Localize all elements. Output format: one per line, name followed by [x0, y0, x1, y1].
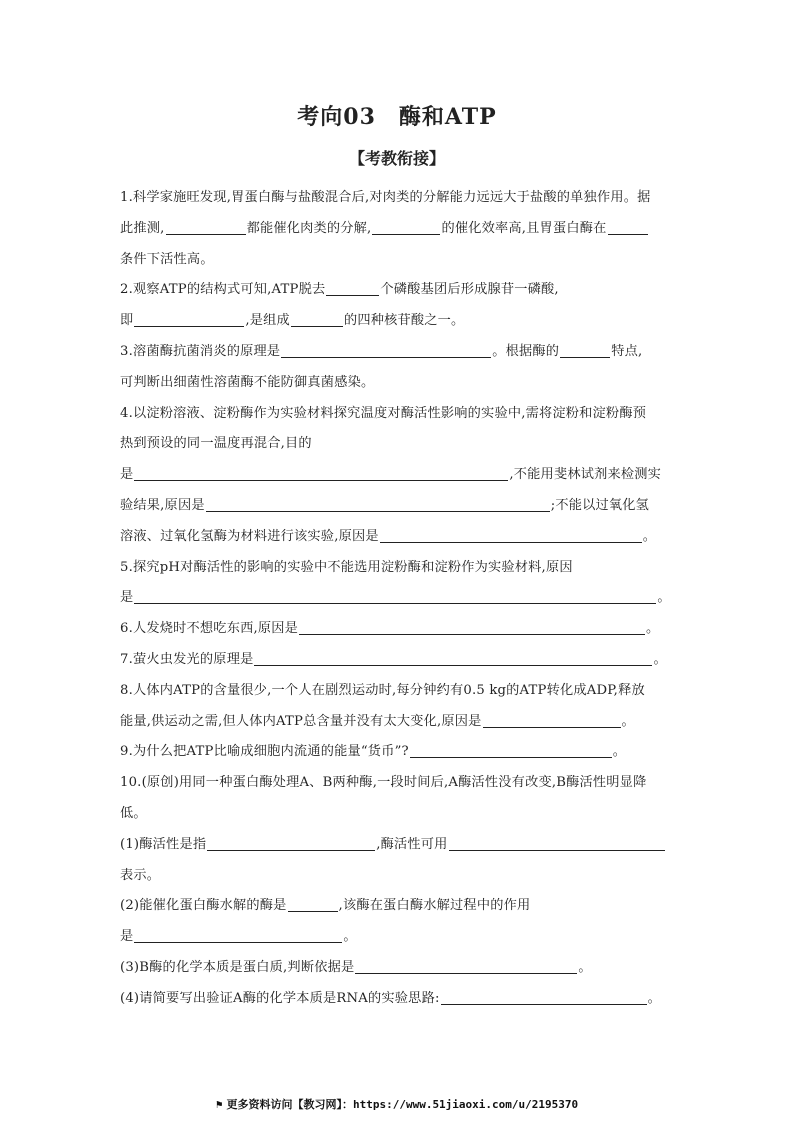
text: 条件下活性高。 [120, 251, 214, 267]
text: 8.人体内ATP的含量很少,一个人在剧烈运动时,每分钟约有0.5 kg的ATP转化成ADP,释放 [120, 682, 645, 698]
footer-link[interactable] [0, 1096, 794, 1112]
text: 1.科学家施旺发现,胃蛋白酶与盐酸混合后,对肉类的分解能力远远大于盐酸的单独作用。据 [120, 190, 651, 205]
question-content [120, 183, 676, 1015]
text: 可判断出细菌性溶菌酶不能防御真菌感染。 [120, 374, 375, 390]
text: 7.萤火虫发光的原理是 [120, 651, 254, 667]
answer-blank[interactable] [134, 465, 508, 481]
q2-line-1 [120, 275, 676, 306]
text: 个磷酸基团后形成腺苷一磷酸, [380, 282, 559, 298]
q4-line-1 [120, 399, 676, 430]
answer-blank[interactable] [449, 835, 665, 851]
text: 是 [120, 467, 134, 483]
answer-blank[interactable] [291, 311, 343, 327]
text: 的催化效率高,且胃蛋白酶在 [441, 220, 607, 236]
q9-line [120, 737, 676, 768]
answer-blank[interactable] [410, 742, 612, 758]
text: (3)B酶的化学本质是蛋白质,判断依据是 [120, 959, 355, 975]
text: 6.人发烧时不想吃东西,原因是 [120, 621, 299, 637]
answer-blank[interactable] [299, 619, 645, 635]
answer-blank[interactable] [207, 835, 375, 851]
q10-1-line-2 [120, 861, 676, 892]
text: 9.为什么把ATP比喻成细胞内流通的能量“货币”? [120, 744, 409, 760]
text: 。 [653, 651, 667, 667]
text: 10.(原创)用同一种蛋白酶处理A、B两种酶,一段时间后,A酶活性没有改变,B酶活性明显降 [120, 775, 647, 791]
q8-line-1 [120, 676, 676, 707]
answer-blank[interactable] [608, 219, 648, 235]
text: (1)酶活性是指 [120, 836, 207, 852]
q4-line-4 [120, 491, 676, 522]
q4-line-3 [120, 460, 676, 491]
text: 。 [642, 528, 657, 544]
q10-3-line [120, 953, 676, 984]
q7-line [120, 645, 676, 676]
text: 。 [621, 713, 635, 729]
answer-blank[interactable] [134, 311, 244, 327]
text: 热到预设的同一温度再混合,目的 [120, 436, 312, 452]
text: 溶液、过氧化氢酶为材料进行该实验,原因是 [120, 528, 379, 544]
text: 是 [120, 590, 134, 606]
answer-blank[interactable] [281, 342, 491, 358]
page-title: 考向03 酶和ATP [297, 104, 497, 130]
text: 的四种核苷酸之一。 [343, 313, 465, 329]
text: 特点, [611, 343, 643, 359]
q8-line-2 [120, 707, 676, 738]
text: 。 [646, 621, 660, 637]
answer-blank[interactable] [560, 342, 610, 358]
answer-blank[interactable] [372, 219, 440, 235]
text: ,不能用斐林试剂来检测实 [509, 467, 662, 483]
answer-blank[interactable] [166, 219, 246, 235]
text: 此推测, [120, 220, 165, 236]
answer-blank[interactable] [206, 496, 550, 512]
text: ,是组成 [245, 313, 290, 329]
text: 4.以淀粉溶液、淀粉酶作为实验材料探究温度对酶活性影响的实验中,需将淀粉和淀粉酶预 [120, 405, 647, 421]
text: ;不能以过氧化氢 [550, 497, 650, 513]
answer-blank[interactable] [441, 989, 647, 1005]
flag-icon: ⚑ [215, 1098, 223, 1111]
text: 表示。 [120, 867, 161, 883]
q5-line-1 [120, 553, 676, 584]
footer-text: 更多资料访问【教习网】：https://www.51jiaoxi.com/u/2195370 [226, 1098, 579, 1111]
q10-2-line [120, 891, 676, 922]
text: 是 [120, 929, 134, 945]
answer-blank[interactable] [380, 527, 642, 543]
text: 。 [578, 959, 592, 975]
answer-blank[interactable] [254, 650, 652, 666]
q4-line-5 [120, 522, 676, 553]
text: (4)请简要写出验证A酶的化学本质是RNA的实验思路: [120, 990, 440, 1006]
q2-line-2 [120, 306, 676, 337]
q10-1-line [120, 830, 676, 861]
q6-line [120, 614, 676, 645]
text: 即 [120, 313, 134, 329]
text: 3.溶菌酶抗菌消炎的原理是 [120, 343, 281, 359]
text: (2)能催化蛋白酶水解的酶是 [120, 898, 287, 914]
answer-blank[interactable] [326, 280, 379, 296]
q3-line-2 [120, 368, 676, 399]
answer-blank[interactable] [134, 588, 656, 604]
answer-blank[interactable] [134, 927, 342, 943]
q3-line-1 [120, 337, 676, 368]
text: ,酶活性可用 [376, 836, 448, 852]
text: 低。 [120, 805, 147, 821]
text: 2.观察ATP的结构式可知,ATP脱去 [120, 282, 326, 298]
text: 能量,供运动之需,但人体内ATP总含量并没有太大变化,原因是 [120, 713, 482, 729]
text: 5.探究pH对酶活性的影响的实验中不能选用淀粉酶和淀粉作为实验材料,原因 [120, 559, 573, 575]
q1-line-3 [120, 245, 676, 276]
text: 。 [343, 929, 357, 945]
answer-blank[interactable] [288, 896, 338, 912]
q10-4-line [120, 984, 676, 1015]
q4-line-2 [120, 429, 676, 460]
answer-blank[interactable] [483, 712, 621, 728]
q5-line-2 [120, 583, 676, 614]
text: 验结果,原因是 [120, 497, 205, 513]
q10-line-2 [120, 799, 676, 830]
answer-blank[interactable] [355, 958, 577, 974]
q1-line-1 [120, 183, 676, 214]
text: 都能催化肉类的分解, [246, 220, 372, 236]
text: 。 [612, 744, 627, 760]
text: 。 [647, 990, 661, 1006]
text: 。根据酶的 [492, 343, 560, 359]
text: ,该酶在蛋白酶水解过程中的作用 [338, 898, 531, 914]
q10-2-line-2 [120, 922, 676, 953]
q10-line-1 [120, 768, 676, 799]
section-subtitle: 【考教衔接】 [348, 149, 445, 168]
text: 。 [657, 590, 671, 606]
q1-line-2 [120, 214, 676, 245]
